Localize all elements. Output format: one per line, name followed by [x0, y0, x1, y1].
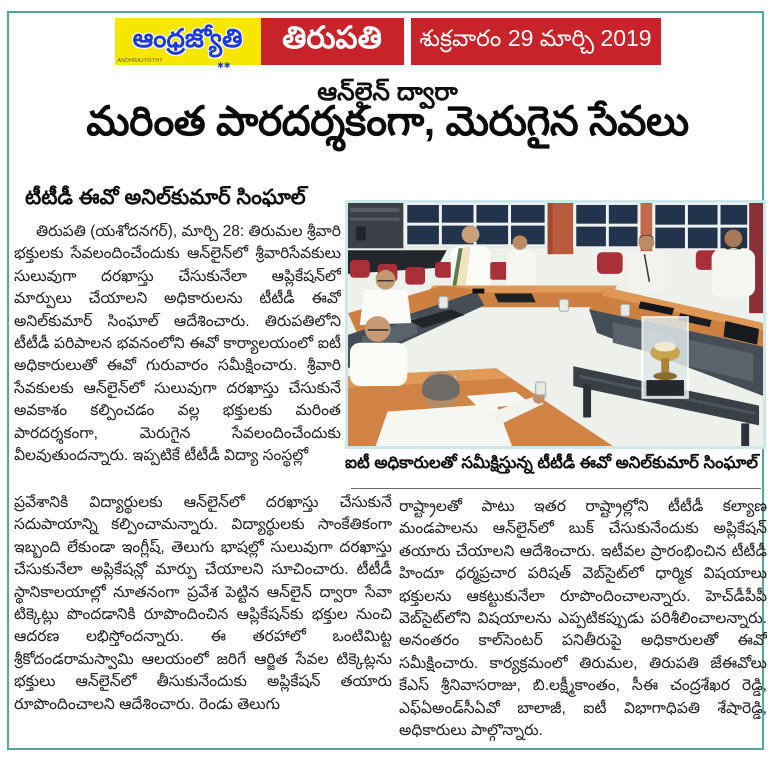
issue-date: శుక్రవారం 29 మార్చి 2019 — [411, 18, 661, 65]
logo-latin-text: ANDHRAJYOTHY — [117, 58, 164, 64]
photo-caption: ఐటీ అధికారులతో సమీక్షిస్తున్న టీటీడీ ఈవో అనిల్‌కుమార్ సింఘాల్ — [345, 454, 758, 472]
masthead — [0, 18, 775, 70]
article-intro-paragraph: తిరుపతి (యశోదనగర్), మార్చి 28: తిరుమల శ్రీవారి భక్తులకు సేవలందించేందుకు ఆన్‌లైన్‌లో శ్రీవారిసేవకులు సులువుగా దరఖాస్తు చేసుకునేలా ఆప్లికేషన్‌లో మార్పులు చేయాలని అధికారులను టీటీడీ ఈవో అనిల్‌కుమార్ సింఘాల్ ఆదేశించారు. తిరుపతిలోని టీటీడీ పరిపాలన భవనంలోని ఈవో కార్యాలయంలో ఐటీ అధికారులుతో ఈవో గురువారం సమీక్షించారు. శ్రీవారి సేవకులకు ఆన్‌లైన్‌లో సులువుగా దరఖాస్తు చేసుకునే అవకాశం కల్పించడం వల్ల భక్తులకు మరింత పారదర్శకంగా, మెరుగైన సేవలందించేందుకు వీలవుతుందన్నారు. ఇప్పటికే టీటీడీ విద్యా సంస్థల్లో — [14, 223, 341, 465]
meeting-photo — [345, 200, 766, 449]
article-column2-paragraph: రాష్ట్రాలతో పాటు ఇతర రాష్ట్రాల్లోని టీటీడీ కల్యాణ మండపాలను ఆన్‌లైన్‌లో బుక్ చేసుకునేందుకు అప్లికేషన్ తయారు చేయాలని ఆదేశించారు. ఇటీవల ప్రారంభించిన టీటీడీ హిందూ ధర్మప్రచార పరిషత్ వెబ్‌సైట్‌లో ధార్మిక విషయాలు భక్తులను ఆకట్టుకునేలా రూపొందించాలన్నారు. హెచ్‌డీపీపీ వెబ్‌సైట్‌లోని విషయాలను ఎప్పటికప్పుడు పరిశీలించాలన్నారు. అనంతరం కాల్‌సెంటర్ పనితీరుపై అధికారులతో ఈవో సమీక్షించారు. కార్యక్రమంలో తిరుమల, తిరుపతి జేఈవోలు కేఎస్ శ్రీనివాసరాజు, బి.లక్ష్మీకాంతం, సీఈ చంద్రశేఖర రెడ్డి, ఎఫ్ఏఅండ్‌సీఏవో బాలాజీ, ఐటీ విభాగాధిపతి శేషారెడ్డి, అధికారులు పాల్గొన్నారు. — [399, 498, 767, 740]
kicker: ఆన్‌లైన్ ద్వారా — [317, 78, 458, 106]
newspaper-logo — [115, 18, 261, 70]
logo-stars-icon: ✱✱ — [217, 61, 231, 70]
logo-telugu-text: ఆంధ్రజ్యోతి — [132, 23, 243, 53]
meeting-photo-illustration — [348, 203, 763, 446]
byline: టీటీడీ ఈవో అనిల్‌కుమార్ సింఘాల్ — [25, 186, 306, 209]
edition-name: తిరుపతి — [261, 18, 404, 65]
article-column1-paragraph: ప్రవేశానికి విద్యార్థులకు ఆన్‌లైన్‌లో దరఖాస్తు చేసుకునే సదుపాయాన్ని కల్పించామన్నారు. విద్యార్థులకు సాంకేతికంగా ఇబ్బంది లేకుండా ఇంగ్లీష్, తెలుగు భాషల్లో సులువుగా దరఖాస్తు చేసుకునేలా అప్లికేషన్లో మార్పు చేయాలని సూచించారు. టీటీడీ స్థానికాలయాల్లో నూతనంగా ప్రవేశ పెట్టిన ఆన్‌లైన్ ద్వారా సేవా టిక్కెట్లు పొందడానికి రూపొందించిన ఆప్లికేషన్‌కు భక్తుల నుంచి ఆదరణ లభిస్తోందన్నారు. ఈ తరహాలో ఒంటిమిట్ట శ్రీకోదండరామస్వామి ఆలయంలో జరిగే ఆర్జిత సేవల టిక్కెట్లను భక్తులు ఆన్‌లైన్‌లో తీసుకునేందుకు అప్లికేషన్ తయారు రూపొందించాలని ఆదేశించారు. రెండు తెలుగు — [14, 494, 392, 713]
headline: మరింత పారదర్శకంగా, మెరుగైన సేవలు — [86, 98, 689, 144]
caption-divider — [351, 488, 761, 489]
